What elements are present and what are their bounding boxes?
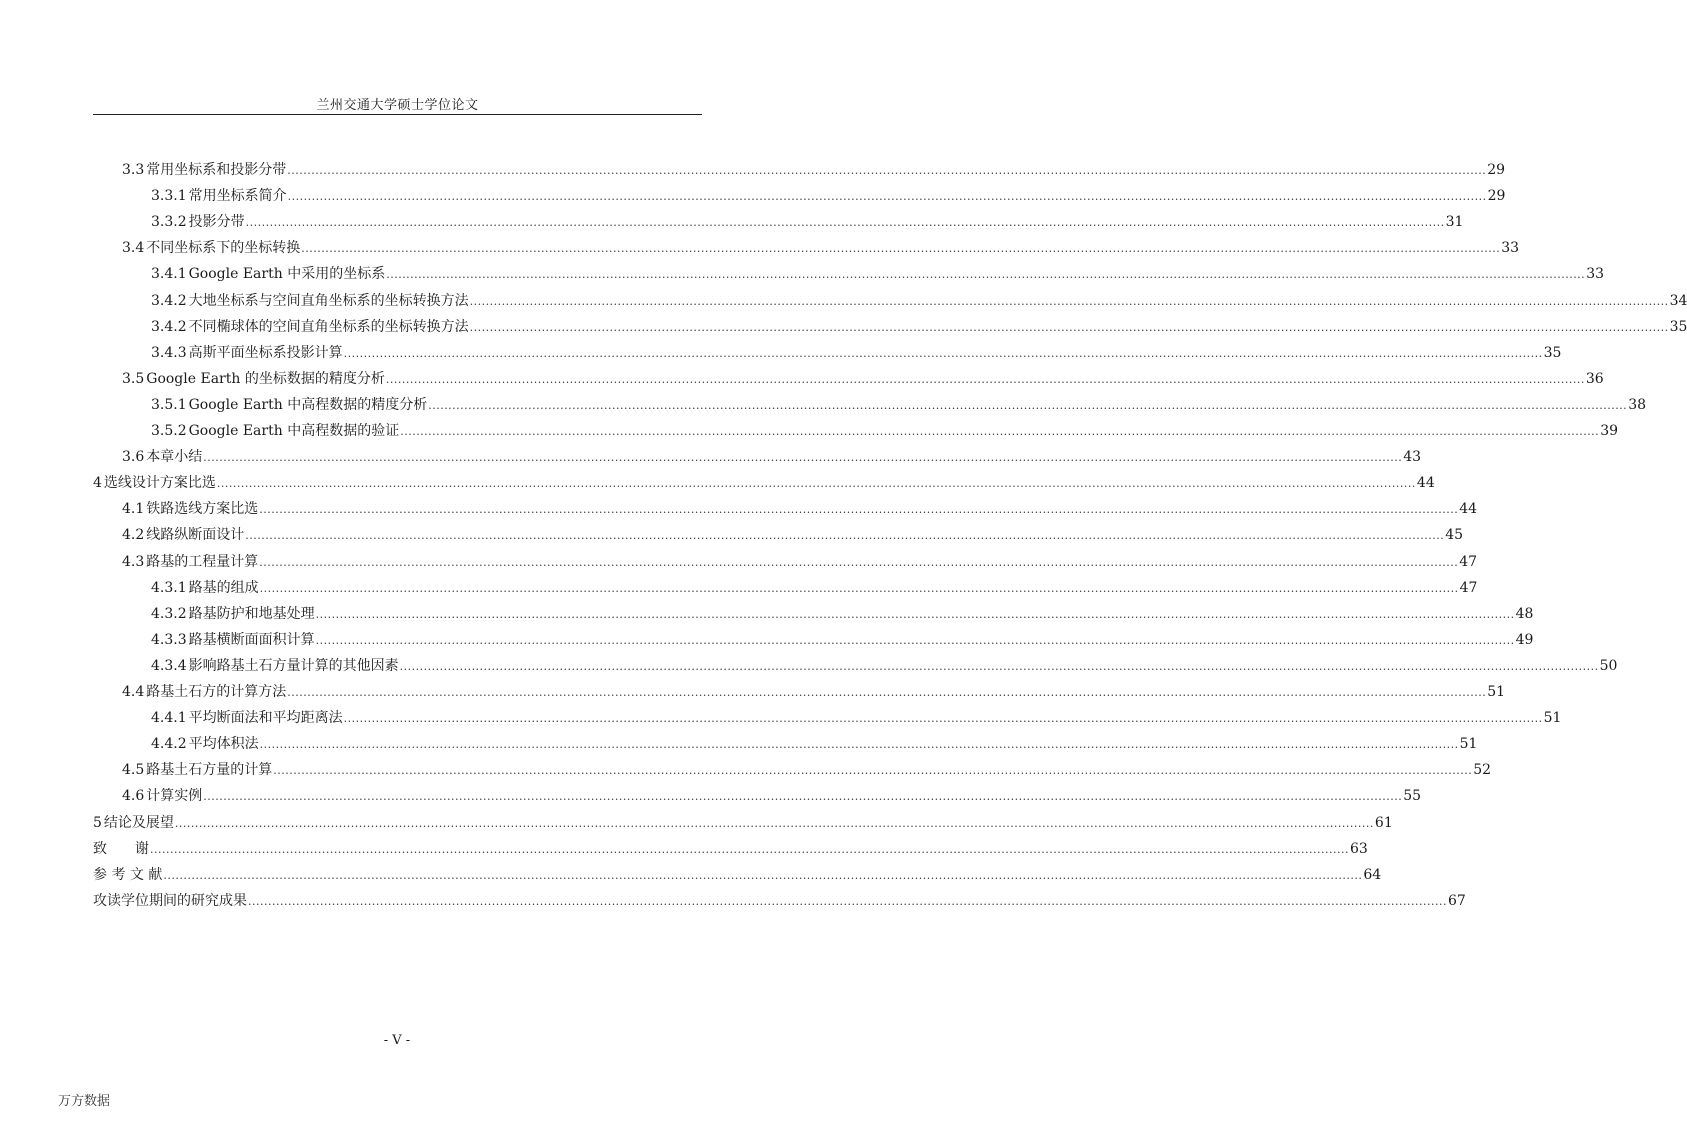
toc-entry-page: 31 [1445, 214, 1464, 230]
toc-entry-title: Google Earth 中高程数据的验证 [188, 423, 400, 439]
toc-entry[interactable] [122, 783, 1422, 805]
toc-entry[interactable] [151, 288, 1687, 310]
toc-leader-dots: ............................................................................................................................................................................................................................................................................................................ [259, 503, 1459, 516]
toc-leader-dots: ............................................................................................................................................................................................................................................................................................................ [273, 764, 1473, 777]
toc-entry-title: 攻读学位期间的研究成果 [93, 893, 247, 909]
toc-entry[interactable] [122, 366, 1604, 388]
toc-entry-page: 51 [1487, 684, 1506, 700]
toc-entry-number: 4.4.1 [151, 710, 187, 726]
toc-entry[interactable] [151, 731, 1478, 753]
toc-entry-number: 3.3.2 [151, 214, 187, 230]
toc-entry-page: 67 [1447, 893, 1466, 909]
toc-leader-dots: ............................................................................................................................................................................................................................................................................................................ [315, 608, 1515, 621]
header-rule [93, 114, 702, 115]
toc-entry[interactable] [93, 888, 1466, 910]
toc-entry-title: Google Earth 中高程数据的精度分析 [188, 397, 428, 413]
toc-entry-page: 39 [1600, 423, 1619, 439]
toc-entry-page: 35 [1543, 345, 1562, 361]
toc-entry[interactable] [151, 183, 1506, 205]
page-number: - V - [383, 1033, 411, 1048]
toc-leader-dots: ............................................................................................................................................................................................................................................................................................................ [174, 817, 1374, 830]
toc-leader-dots: ............................................................................................................................................................................................................................................................................................................ [245, 216, 1445, 229]
toc-entry-number: 3.6 [122, 449, 145, 465]
toc-leader-dots: ............................................................................................................................................................................................................................................................................................................ [245, 529, 1445, 542]
toc-entry-number: 3.4.2 [151, 319, 187, 335]
toc-entry-page: 45 [1445, 527, 1464, 543]
toc-entry-title: 本章小结 [146, 449, 203, 465]
toc-entry[interactable] [122, 679, 1506, 701]
toc-entry-page: 47 [1459, 554, 1478, 570]
toc-entry-title: 路基横断面面积计算 [188, 632, 315, 648]
toc-entry-page: 38 [1628, 397, 1647, 413]
toc-leader-dots: ............................................................................................................................................................................................................................................................................................................ [399, 660, 1599, 673]
toc-entry-title: 路基土石方的计算方法 [146, 684, 287, 700]
toc-entry-number: 4.5 [122, 762, 145, 778]
toc-entry[interactable] [93, 836, 1368, 858]
toc-entry-page: 55 [1403, 788, 1422, 804]
toc-entry-title: 选线设计方案比选 [103, 475, 216, 491]
toc-entry-number: 4.1 [122, 501, 145, 517]
toc-entry[interactable] [122, 757, 1492, 779]
toc-entry-number: 4.6 [122, 788, 145, 804]
watermark-text: 万方数据 [58, 1094, 111, 1109]
toc-entry[interactable] [122, 157, 1506, 179]
toc-leader-dots: ............................................................................................................................................................................................................................................................................................................ [469, 295, 1669, 308]
toc-entry-number: 3.5.2 [151, 423, 187, 439]
toc-entry-title: 平均体积法 [188, 736, 259, 752]
toc-entry-title: 致 谢 [93, 841, 149, 857]
toc-entry-title: 平均断面法和平均距离法 [188, 710, 343, 726]
toc-entry[interactable] [151, 418, 1619, 440]
toc-leader-dots: ............................................................................................................................................................................................................................................................................................................ [343, 347, 1543, 360]
toc-leader-dots: ............................................................................................................................................................................................................................................................................................................ [287, 164, 1487, 177]
toc-entry[interactable] [122, 496, 1478, 518]
toc-entry-number: 5 [93, 815, 102, 831]
toc-entry-page: 51 [1459, 736, 1478, 752]
toc-entry-title: 不同椭球体的空间直角坐标系的坐标转换方法 [188, 319, 469, 335]
toc-entry[interactable] [122, 522, 1464, 544]
toc-leader-dots: ............................................................................................................................................................................................................................................................................................................ [386, 268, 1586, 281]
toc-entry[interactable] [151, 209, 1464, 231]
toc-entry[interactable] [93, 470, 1435, 492]
toc-entry[interactable] [122, 235, 1520, 257]
toc-entry-page: 52 [1473, 762, 1492, 778]
toc-entry-title: 常用坐标系简介 [188, 188, 287, 204]
toc-entry[interactable] [151, 653, 1618, 675]
toc-entry-title: 路基防护和地基处理 [188, 606, 315, 622]
toc-leader-dots: ............................................................................................................................................................................................................................................................................................................ [428, 399, 1628, 412]
toc-leader-dots: ............................................................................................................................................................................................................................................................................................................ [301, 242, 1501, 255]
toc-entry[interactable] [151, 340, 1562, 362]
toc-entry[interactable] [151, 392, 1647, 414]
toc-leader-dots: ............................................................................................................................................................................................................................................................................................................ [203, 790, 1403, 803]
toc-entry-number: 3.4.2 [151, 293, 187, 309]
toc-entry-number: 4.3.2 [151, 606, 187, 622]
toc-leader-dots: ............................................................................................................................................................................................................................................................................................................ [259, 738, 1459, 751]
toc-leader-dots: ............................................................................................................................................................................................................................................................................................................ [400, 425, 1600, 438]
toc-entry-number: 4.3.1 [151, 580, 187, 596]
toc-entry-title: 高斯平面坐标系投影计算 [188, 345, 343, 361]
toc-entry[interactable] [151, 601, 1534, 623]
toc-entry[interactable] [122, 549, 1478, 571]
toc-entry-page: 33 [1586, 266, 1605, 282]
toc-entry-title: 大地坐标系与空间直角坐标系的坐标转换方法 [188, 293, 469, 309]
toc-entry-number: 3.3 [122, 162, 145, 178]
toc-entry-page: 61 [1374, 815, 1393, 831]
toc-entry-number: 4.4 [122, 684, 145, 700]
toc-leader-dots: ............................................................................................................................................................................................................................................................................................................ [163, 869, 1363, 882]
toc-entry-number: 3.5 [122, 371, 145, 387]
toc-leader-dots: ............................................................................................................................................................................................................................................................................................................ [203, 451, 1403, 464]
toc-entry[interactable] [93, 862, 1382, 884]
toc-leader-dots: ............................................................................................................................................................................................................................................................................................................ [216, 477, 1416, 490]
toc-entry-number: 3.4.3 [151, 345, 187, 361]
toc-entry-number: 4.3 [122, 554, 145, 570]
toc-entry-title: 参 考 文 献 [93, 867, 163, 883]
toc-entry-title: 常用坐标系和投影分带 [146, 162, 287, 178]
toc-entry-number: 4.3.4 [151, 658, 187, 674]
toc-leader-dots: ............................................................................................................................................................................................................................................................................................................ [343, 712, 1543, 725]
toc-entry-page: 63 [1349, 841, 1368, 857]
toc-entry[interactable] [122, 444, 1422, 466]
toc-entry[interactable] [151, 627, 1534, 649]
toc-leader-dots: ............................................................................................................................................................................................................................................................................................................ [287, 190, 1487, 203]
toc-entry-page: 49 [1515, 632, 1534, 648]
toc-entry-title: 结论及展望 [103, 815, 174, 831]
toc-entry-title: 不同坐标系下的坐标转换 [146, 240, 301, 256]
toc-entry-page: 64 [1363, 867, 1382, 883]
toc-leader-dots: ............................................................................................................................................................................................................................................................................................................ [385, 373, 1585, 386]
toc-entry-page: 50 [1599, 658, 1618, 674]
toc-leader-dots: ............................................................................................................................................................................................................................................................................................................ [259, 582, 1459, 595]
toc-entry-title: 路基的组成 [188, 580, 259, 596]
toc-leader-dots: ............................................................................................................................................................................................................................................................................................................ [248, 895, 1447, 908]
toc-entry-page: 29 [1487, 188, 1506, 204]
toc-entry-page: 44 [1459, 501, 1478, 517]
toc-entry-page: 33 [1501, 240, 1520, 256]
toc-leader-dots: ............................................................................................................................................................................................................................................................................................................ [259, 556, 1459, 569]
toc-entry-page: 29 [1487, 162, 1506, 178]
toc-entry-number: 4.3.3 [151, 632, 187, 648]
toc-entry-title: 路基土石方量的计算 [146, 762, 273, 778]
toc-entry-title: 计算实例 [146, 788, 203, 804]
running-header: 兰州交通大学硕士学位论文 [316, 98, 479, 113]
toc-leader-dots: ............................................................................................................................................................................................................................................................................................................ [287, 686, 1487, 699]
toc-entry-number: 3.4.1 [151, 266, 187, 282]
toc-entry-title: Google Earth 中采用的坐标系 [188, 266, 386, 282]
toc-leader-dots: ............................................................................................................................................................................................................................................................................................................ [315, 634, 1515, 647]
toc-entry-page: 44 [1416, 475, 1435, 491]
toc-entry-number: 4.2 [122, 527, 145, 543]
toc-entry-title: 铁路选线方案比选 [146, 501, 259, 517]
toc-entry-number: 3.3.1 [151, 188, 187, 204]
toc-leader-dots: ............................................................................................................................................................................................................................................................................................................ [150, 843, 1349, 856]
toc-entry-page: 43 [1403, 449, 1422, 465]
toc-entry[interactable] [151, 575, 1478, 597]
toc-entry-number: 4.4.2 [151, 736, 187, 752]
toc-entry-page: 36 [1585, 371, 1604, 387]
toc-entry-page: 34 [1669, 293, 1687, 309]
toc-entry-title: 影响路基土石方量计算的其他因素 [188, 658, 399, 674]
toc-entry[interactable] [151, 705, 1562, 727]
toc-entry-title: 线路纵断面设计 [146, 527, 245, 543]
toc-entry[interactable] [151, 314, 1687, 336]
toc-entry-page: 51 [1543, 710, 1562, 726]
toc-entry-number: 3.5.1 [151, 397, 187, 413]
toc-entry-page: 47 [1459, 580, 1478, 596]
toc-entry-number: 4 [93, 475, 102, 491]
toc-entry-title: Google Earth 的坐标数据的精度分析 [146, 371, 385, 387]
toc-entry-title: 投影分带 [188, 214, 245, 230]
toc-entry-number: 3.4 [122, 240, 145, 256]
toc-entry-page: 48 [1515, 606, 1534, 622]
toc-entry[interactable] [151, 261, 1605, 283]
toc-entry-page: 35 [1669, 319, 1687, 335]
toc-entry-title: 路基的工程量计算 [146, 554, 259, 570]
toc-leader-dots: ............................................................................................................................................................................................................................................................................................................ [469, 321, 1669, 334]
toc-entry[interactable] [93, 810, 1393, 832]
